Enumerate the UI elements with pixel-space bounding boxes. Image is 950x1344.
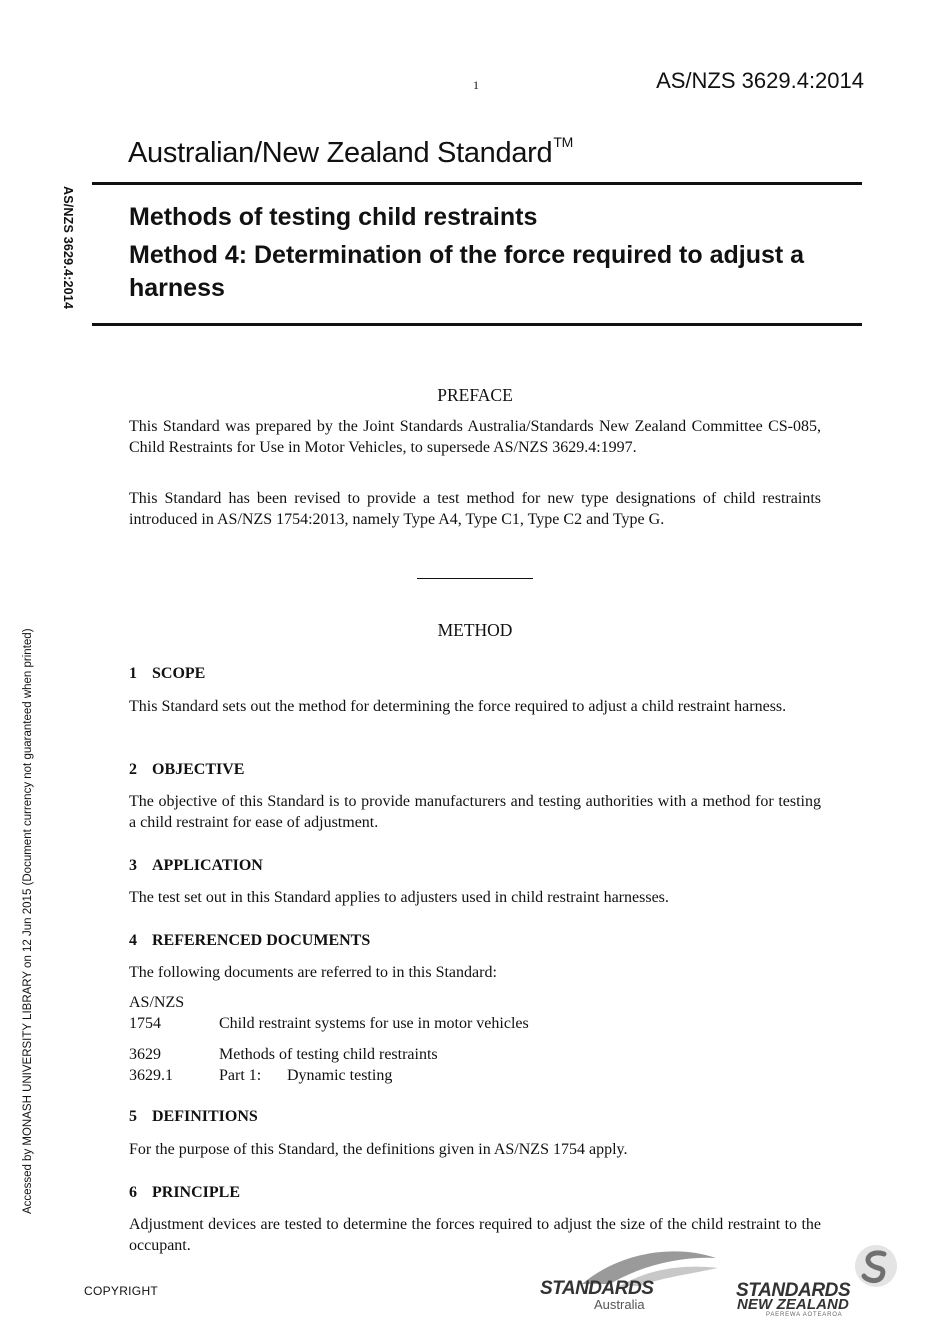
page-number: 1 — [473, 78, 479, 92]
standard-id: AS/NZS 3629.4:2014 — [656, 68, 864, 93]
logo-nz-name-line-1: STANDARDS — [736, 1280, 851, 1301]
reference-group-label: AS/NZS — [129, 994, 185, 1011]
logo-nz-subtitle: PAEREWA AOTEAROA — [766, 1312, 843, 1318]
reference-code: 3629.1 — [129, 1067, 173, 1084]
trademark-mark: TM — [553, 134, 573, 150]
section-title: APPLICATION — [152, 857, 263, 874]
reference-code: 3629 — [129, 1046, 161, 1063]
reference-title: Methods of testing child restraints — [219, 1046, 438, 1063]
section-heading-referenced-documents — [129, 932, 370, 950]
reference-item — [129, 1044, 729, 1065]
section-body-referenced-documents: The following documents are referred to in this Standard: — [129, 964, 497, 981]
bottom-rule — [92, 323, 862, 326]
subtitle-line-2: Method 4: Determination of the force required to adjust a harness — [129, 241, 805, 302]
section-title: OBJECTIVE — [152, 761, 245, 778]
preface-heading: PREFACE — [437, 385, 513, 405]
vertical-standard-id: AS/NZS 3629.4:2014 — [61, 186, 75, 310]
section-heading-scope — [129, 665, 205, 683]
copyright-label: COPYRIGHT — [84, 1284, 159, 1298]
reference-item — [129, 1013, 729, 1034]
section-heading-definitions — [129, 1108, 258, 1126]
section-title: SCOPE — [152, 665, 206, 682]
section-heading-principle — [129, 1184, 240, 1202]
logo-sa-sub: Australia — [594, 1297, 645, 1312]
reference-list — [129, 992, 729, 1086]
section-heading-application — [129, 857, 263, 875]
preface-paragraph-2: This Standard has been revised to provide a test method for new type designations of child restraints introduced in AS/NZS 1754:2013, namely Type A4, Type C1, Type C2 and Type G. — [129, 490, 821, 528]
document-title — [128, 134, 573, 170]
standards-australia-logo — [540, 1248, 720, 1312]
section-body-principle: Adjustment devices are tested to determine the forces required to adjust the size of the child restraint to the occupant. — [129, 1216, 821, 1254]
reference-title: Child restraint systems for use in motor vehicles — [219, 1015, 529, 1032]
section-number: 1 — [129, 665, 137, 682]
section-number: 3 — [129, 857, 137, 874]
access-note: Accessed by MONASH UNIVERSITY LIBRARY on 12 Jun 2015 (Document currency not guaranteed when printed) — [22, 628, 34, 1214]
section-title: DEFINITIONS — [152, 1108, 258, 1125]
section-body-definitions: For the purpose of this Standard, the definitions given in AS/NZS 1754 apply. — [129, 1141, 628, 1158]
reference-part: Part 1: — [219, 1067, 262, 1084]
method-heading: METHOD — [437, 620, 513, 640]
preface-paragraph-1: This Standard was prepared by the Joint Standards Australia/Standards New Zealand Committee CS-085, Child Restraints for Use in Motor Vehicles, to supersede AS/NZS 3629.4:1997. — [129, 418, 821, 456]
section-number: 6 — [129, 1184, 137, 1201]
section-divider — [417, 578, 533, 579]
section-body-application: The test set out in this Standard applies to adjusters used in child restraint harnesses. — [129, 889, 669, 906]
standards-nz-emblem-icon — [854, 1244, 898, 1288]
subtitle — [129, 200, 849, 309]
reference-item — [129, 1065, 729, 1086]
logo-nz-name-line-2: NEW ZEALAND — [737, 1296, 849, 1313]
top-rule — [92, 182, 862, 185]
section-heading-objective — [129, 761, 244, 779]
reference-title: Dynamic testing — [287, 1067, 393, 1084]
section-title: PRINCIPLE — [152, 1184, 241, 1201]
section-number: 4 — [129, 932, 137, 949]
section-number: 2 — [129, 761, 137, 778]
subtitle-line-1: Methods of testing child restraints — [129, 203, 538, 231]
title-text: Australian/New Zealand Standard — [128, 137, 553, 169]
logo-sa-name: STANDARDS — [540, 1278, 654, 1299]
reference-code: 1754 — [129, 1015, 161, 1032]
section-body-objective: The objective of this Standard is to provide manufacturers and testing authorities with a method for testing a child restraint for ease of adjustment. — [129, 793, 821, 831]
standards-new-zealand-logo — [736, 1244, 906, 1320]
section-number: 5 — [129, 1108, 137, 1125]
section-body-scope: This Standard sets out the method for determining the force required to adjust a child restraint harness. — [129, 698, 787, 715]
section-title: REFERENCED DOCUMENTS — [152, 932, 371, 949]
